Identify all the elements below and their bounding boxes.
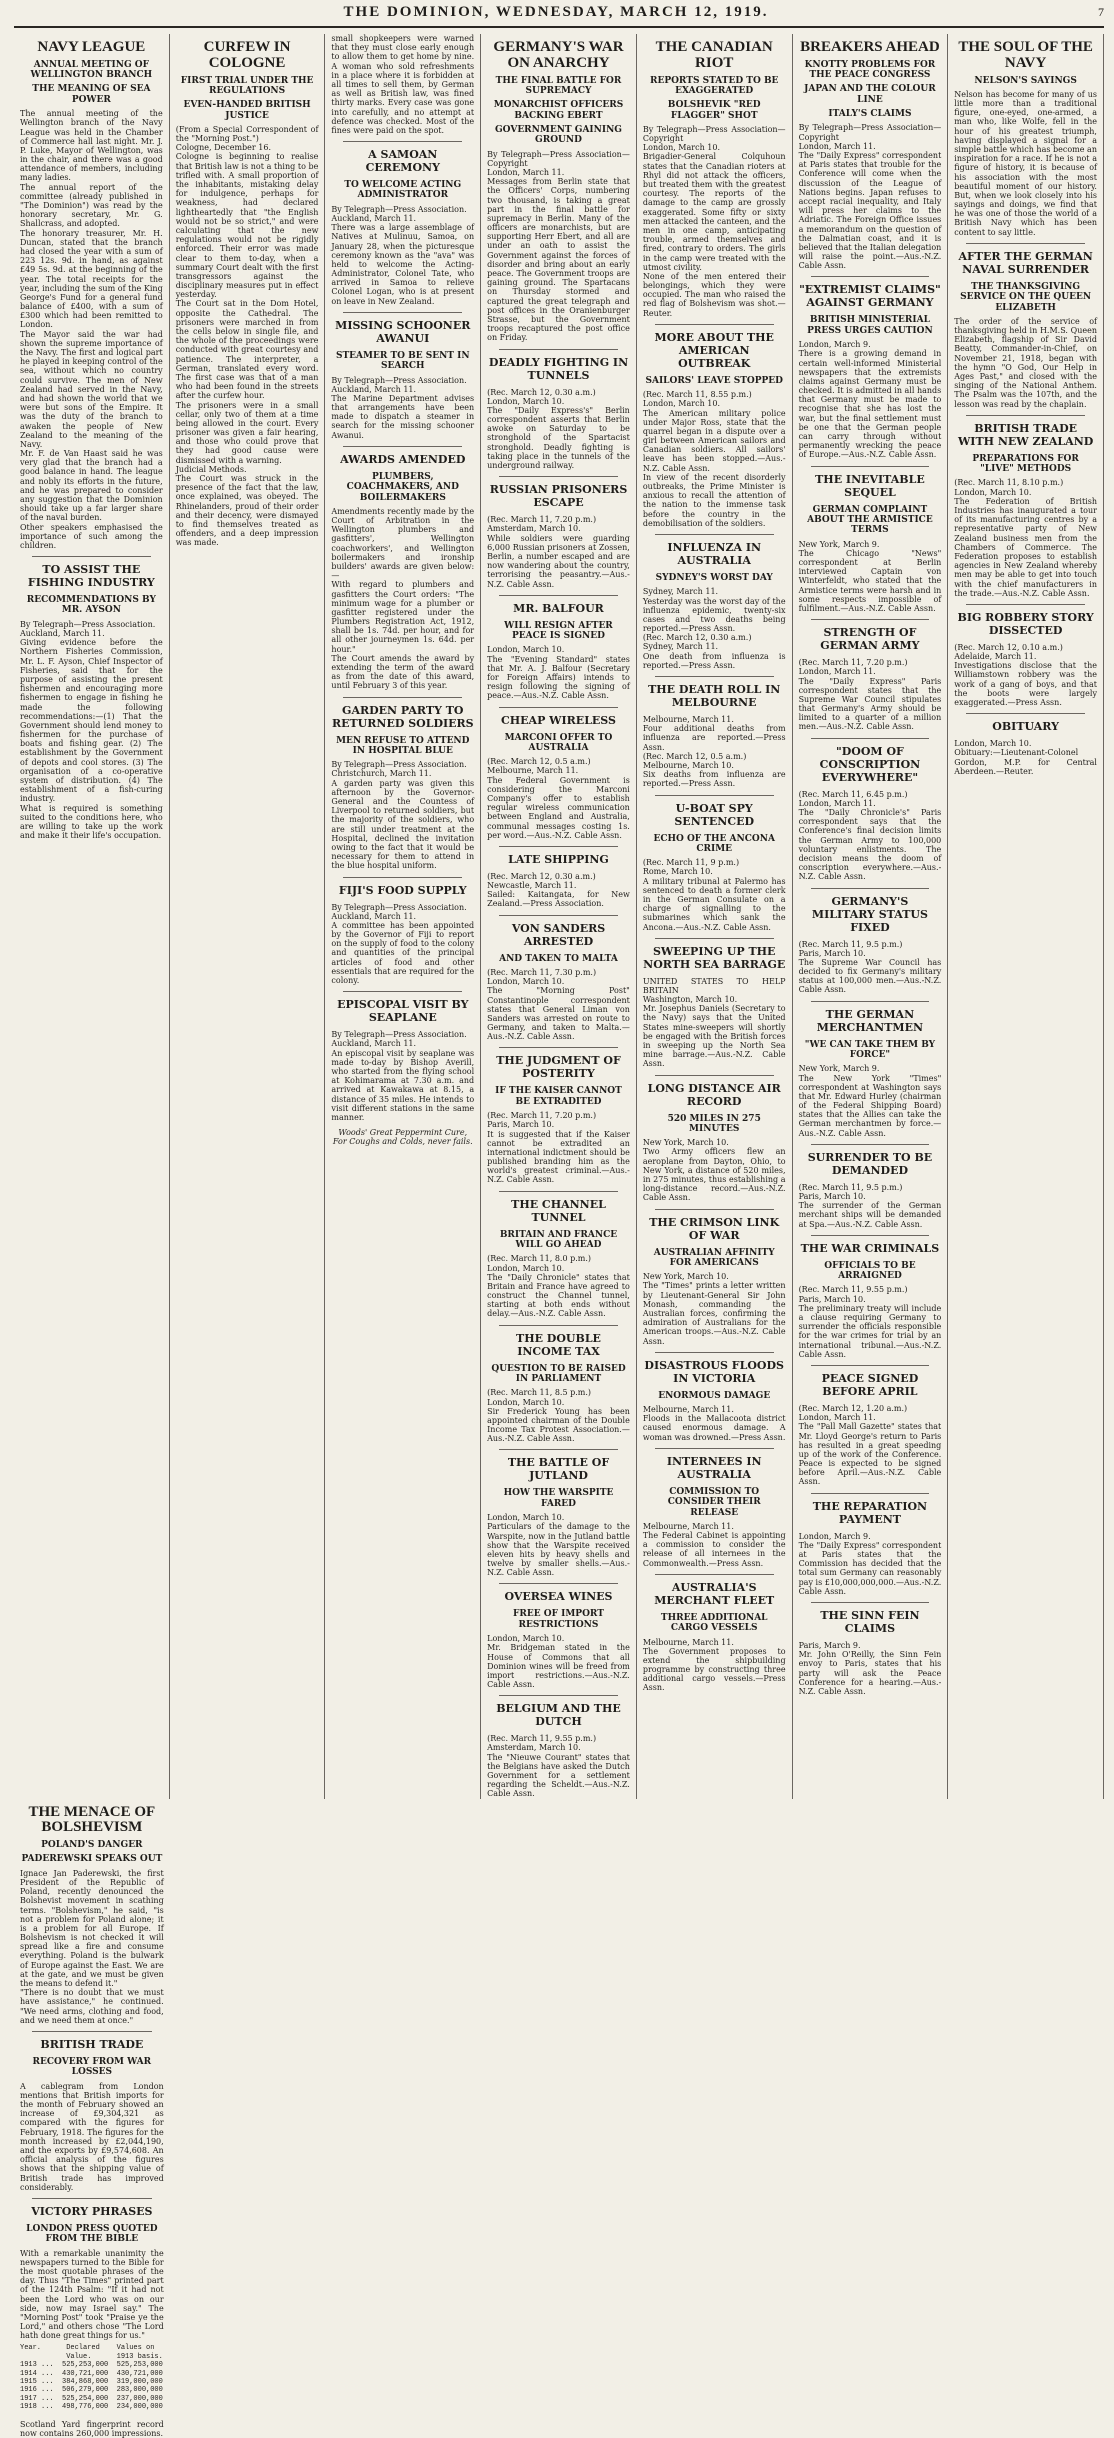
article-body: London, March 9. The "Daily Express" correspondent at Paris states that the Commission has decided that the total sum Germany can reasonably pay is £10,000,000,000.—Aus.-N.Z. Cable Assn. xyxy=(798,1531,942,1596)
article-body: Melbourne, March 11. Four additional deaths from influenza are reported.—Press Assn. (Rec. March 12, 0.5 a.m.) Melbourne, March 10. Six deaths from influenza are reported.—Press Assn. xyxy=(642,715,786,789)
article-body: (Rec. March 11, 8.5 p.m.) London, March 10. Sir Frederick Young has been appointed chairman of the Double Income Tax Protest Association.—Aus.-N.Z. Cable Assn. xyxy=(487,1388,630,1444)
article-body: By Telegraph—Press Association. Auckland, March 11. The Marine Department advises that arrangements have been made to dispatch a steamer in search for the missing schooner Awanui. xyxy=(331,375,475,440)
article-subheading: COMMISSION TO CONSIDER THEIR RELEASE xyxy=(667,1486,761,1518)
section-divider xyxy=(499,1583,618,1584)
section-divider xyxy=(499,707,618,708)
article-body: Melbourne, March 11. Floods in the Mallacoota district caused enormous damage. A woman was drowned.—Press Assn. xyxy=(642,1405,786,1442)
section-divider xyxy=(811,1235,930,1236)
article-subheading: BRITISH MINISTERIAL PRESS URGES CAUTION xyxy=(807,315,933,336)
article-subheading: FIRST TRIAL UNDER THE REGULATIONS xyxy=(180,75,314,96)
article-subheading: MEN REFUSE TO ATTEND IN HOSPITAL BLUE xyxy=(336,735,470,756)
section-divider xyxy=(499,1047,618,1048)
article-body: By Telegraph—Press Association. Auckland, March 11. There was a large assemblage of Natives at Mulinuu, Samoa, on January 28, when the picturesque ceremony known as the "ava" was held to welcome the Acting-Administrator, Colonel Tate, who arrived in Samoa to relieve Colonel Logan, who is at present on leave in New Zealand. xyxy=(331,204,475,306)
article-body: With a remarkable unanimity the newspapers turned to the Bible for the most quotable phrases of the day. Thus "The Times" printed part of the 124th Psalm: "If it had not been the Lord who was on our side, now may Israel say." The "Morning Post" took "Praise ye the Lord," and others chose "The Lord hath done great things for us." xyxy=(20,2248,167,2341)
section-divider xyxy=(32,556,151,557)
article-body: (Rec. March 11, 6.45 p.m.) London, March 11. The "Daily Chronicle's" Paris correspondent says that the Conference's final decision limits the German Army to 100,000 voluntary enlistments. The decision means the doom of conscription everywhere.—Aus.-N.Z. Cable Assn. xyxy=(798,789,942,882)
article-subheading: AUSTRALIAN AFFINITY FOR AMERICANS xyxy=(653,1247,775,1268)
section-divider xyxy=(811,466,930,467)
column-2 xyxy=(170,34,326,1799)
article-subheading: OFFICIALS TO BE ARRAIGNED xyxy=(824,1260,916,1282)
article-headline: BREAKERS AHEAD xyxy=(800,39,940,55)
article-subheading: ENORMOUS DAMAGE xyxy=(658,1390,771,1401)
article-subheading: A SAMOAN CEREMONY xyxy=(365,148,440,175)
section-divider xyxy=(32,2031,152,2032)
article-headline: NAVY LEAGUE xyxy=(37,39,146,55)
section-divider xyxy=(655,1075,774,1076)
article-subheading: THE THANKSGIVING SERVICE ON THE QUEEN ELIZABETH xyxy=(960,281,1092,313)
article-subheading: MORE ABOUT THE AMERICAN OUTBREAK xyxy=(654,330,774,370)
article-body: By Telegraph—Press Association—Copyright London, March 11. Messages from Berlin state that the Officers' Corps, numbering two thousand, is taking a great part in the final battle for supremacy in Berlin. Many of the officers are monarchists, but are supporting Herr Ebert, and all are under an oath to assist the Government against the forces of disorder and bring about an early peace. The Government troops are gaining ground. The Spartacans on Thursday stormed and captured the great telegraph and post offices in the Oranienburger Strasse, but the Government troops recaptured the post office on Friday. xyxy=(487,149,630,343)
article-subheading: BIG ROBBERY STORY DISSECTED xyxy=(957,610,1094,637)
article-body: (Rec. March 11, 8.10 p.m.) London, March 10. The Federation of British Industries has inaugurated a tour of its manufacturing centres by a representative party of New Zealand business men from the Chambers of Commerce. The Federation proposes to establish agencies in New Zealand whereby men may be able to get into touch with the chief manufacturers in the trade.—Aus.-N.Z. Cable Assn. xyxy=(954,478,1097,598)
article-body: (Rec. March 11, 9 p.m.) Rome, March 10. A military tribunal at Palermo has sentenced to death a former clerk in the German Consulate on a charge of signalling to the submarines which sank the Ancona.—Aus.-N.Z. Cable Assn. xyxy=(642,858,786,932)
section-divider xyxy=(499,349,618,350)
page-number: 7 xyxy=(1098,5,1104,19)
section-divider xyxy=(499,915,618,916)
section-divider xyxy=(655,938,774,939)
article-subheading: THE REPARATION PAYMENT xyxy=(812,1499,928,1526)
article-body: (Rec. March 11, 9.5 p.m.) Paris, March 10. The Supreme War Council has decided to fix Germany's military status at 100,000 men.—Aus.-N.Z. Cable Assn. xyxy=(798,939,942,995)
article-headline: GERMANY'S WAR ON ANARCHY xyxy=(493,39,624,71)
table-row: 1918 ... 498,776,000 234,000,000 xyxy=(20,2403,163,2412)
section-divider xyxy=(343,141,462,142)
article-subheading: PADEREWSKI SPEAKS OUT xyxy=(21,1854,163,1865)
article-subheading: VON SANDERS ARRESTED xyxy=(511,921,606,948)
article-subheading: SAILORS' LEAVE STOPPED xyxy=(645,375,783,386)
article-subheading: VICTORY PHRASES xyxy=(31,2204,153,2218)
section-divider xyxy=(343,697,462,698)
article-subheading: REPORTS STATED TO BE EXAGGERATED xyxy=(649,75,779,96)
section-divider xyxy=(499,476,618,477)
table-row: 1913 ... 525,253,000 525,253,000 xyxy=(20,2361,163,2370)
article-body: London, March 10. Mr. Bridgeman stated in the House of Commons that all Dominion wines will be freed from import restrictions.—Aus.-N.Z. Cable Assn. xyxy=(487,1634,630,1690)
article-subheading: RECOMMENDATIONS BY MR. AYSON xyxy=(26,595,156,616)
article-body: The annual meeting of the Wellington branch of the Navy League was held in the Chamber of Commerce hall last night. Mr. J. P. Luke, Mayor of Wellington, was in the chair, and there was a good attendance of members, including many ladies. The annual report of the committee (already published in "The Dominion") was read by the honorary secretary, Mr. G. Shallcrass, and adopted. The honorary treasurer, Mr. H. Duncan, stated that the branch had closed the year with a sum of 223 12s. 9d. in hand, as against £49 5s. 9d. at the beginning of the year. The total receipts for the year, including the sum of the King George's Fund for a general fund balance of £400, with a sum of £300 which had been remitted to London. The Mayor said the war had shown the supreme importance of the Navy. The first and logical part he played in keeping control of the sea, without which no country could survive. The men of New Zealand had served in the Navy, and had shown the world that we were but sons of the Empire. It was the duty of the branch to awaken the people of New Zealand to the meaning of the Navy. Mr. F. de Van Haast said he was very glad that the branch had a good balance in hand. The league and nobly its efforts in the future, and he was prepared to consider any suggestion that the Dominion should take up a far larger share of the naval burden. Other speakers emphasised the importance of such among the children. xyxy=(20,109,163,550)
article-subheading: INFLUENZA IN AUSTRALIA xyxy=(667,540,762,567)
article-subheading: THE SINN FEIN CLAIMS xyxy=(820,1608,920,1635)
article-subheading: AND TAKEN TO MALTA xyxy=(499,953,618,964)
article-subheading: LATE SHIPPING xyxy=(508,852,609,866)
section-divider xyxy=(655,1574,774,1575)
article-body: New York, March 9. The Chicago "News" correspondent at Berlin interviewed Captain von Winterfeldt, who stated that the Armistice terms were harsh and in some respects impossible of fulfilment.—Aus.-N.Z. Cable Assn. xyxy=(798,539,942,613)
article-subheading: NELSON'S SAYINGS xyxy=(974,75,1077,86)
section-divider xyxy=(655,1352,774,1353)
article-subheading: PREPARATIONS FOR "LIVE" METHODS xyxy=(972,453,1079,475)
section-divider xyxy=(343,991,462,992)
article-subheading: THREE ADDITIONAL CARGO VESSELS xyxy=(660,1612,768,1634)
article-subheading: JAPAN AND THE COLOUR LINE xyxy=(804,84,936,105)
section-divider xyxy=(811,1602,930,1603)
article-subheading: THE CRIMSON LINK OF WAR xyxy=(649,1215,780,1242)
section-divider xyxy=(966,713,1085,714)
article-body: (Rec. March 11, 7.20 p.m.) Amsterdam, March 10. While soldiers were guarding 6,000 Russian prisoners at Zossen, Berlin, a number escaped and are now wandering about the country, terrorising the peasantry.—Aus.-N.Z. Cable Assn. xyxy=(487,515,630,589)
article-body: London, March 10. Particulars of the damage to the Warspite, now in the Jutland battle show that the Warspite received eleven hits by heavy shells and twelve by smaller shells.—Aus.-N.Z. Cable Assn. xyxy=(487,1513,630,1578)
column-5 xyxy=(637,34,793,1799)
article-body: (Rec. March 12, 0.30 a.m.) Newcastle, March 11. Sailed: Kaitangata, for New Zealand.—Press Association. xyxy=(487,871,630,909)
masthead xyxy=(14,4,1104,28)
article-subheading: PLUMBERS, COACHMAKERS, AND BOILERMAKERS xyxy=(346,471,459,503)
article-subheading: STEAMER TO BE SENT IN SEARCH xyxy=(335,350,470,372)
article-subheading: THE WAR CRIMINALS xyxy=(800,1241,940,1255)
article-subheading: AFTER THE GERMAN NAVAL SURRENDER xyxy=(958,249,1093,276)
article-subheading: KNOTTY PROBLEMS FOR THE PEACE CONGRESS xyxy=(804,59,936,81)
section-divider xyxy=(966,415,1085,416)
article-subheading: THE DOUBLE INCOME TAX xyxy=(516,1331,601,1358)
section-divider xyxy=(655,1448,774,1449)
article-subheading: THE MEANING OF SEA POWER xyxy=(32,84,151,105)
table-row: 1915 ... 384,868,000 319,000,000 xyxy=(20,2378,163,2387)
article-body: (Rec. March 12, 0.5 a.m.) Melbourne, March 11. The Federal Government is considering the Marconi Company's offer to establish regular wireless communication between England and Australia, communal messages costing 1s. per word.—Aus.-N.Z. Cable Assn. xyxy=(487,757,630,840)
section-divider xyxy=(343,877,462,878)
article-body: Sydney, March 11. Yesterday was the worst day of the influenza epidemic, twenty-six cases and two deaths being reported.—Press Assn. (Rec. March 12, 0.30 a.m.) Sydney, March 11. One death from influenza is reported.—Press Assn. xyxy=(642,587,786,670)
section-divider xyxy=(655,324,774,325)
article-subheading: RECOVERY FROM WAR LOSSES xyxy=(32,2056,152,2078)
article-subheading: THE JUDGMENT OF POSTERITY xyxy=(496,1054,621,1081)
section-divider xyxy=(811,738,930,739)
advertisement: Woods' Great Peppermint Cure, For Coughs and Colds, never fails. xyxy=(332,1128,473,1147)
article-body: (Rec. March 11, 9.55 p.m.) Paris, March 10. The preliminary treaty will include a clause requiring Germany to surrender the officials responsible for the war crimes for trial by an international tribunal.—Aus.-N.Z. Cable Assn. xyxy=(798,1285,942,1359)
article-subheading: GERMANY'S MILITARY STATUS FIXED xyxy=(811,894,928,934)
section-divider xyxy=(811,1001,930,1002)
article-subheading: IF THE KAISER CANNOT BE EXTRADITED xyxy=(495,1086,622,1107)
trade-table xyxy=(20,2344,164,2411)
table-row: 1914 ... 430,721,000 430,721,000 xyxy=(20,2369,163,2378)
column-6 xyxy=(793,34,949,1799)
article-subheading: 520 MILES IN 275 MINUTES xyxy=(667,1113,761,1134)
section-divider xyxy=(655,795,774,796)
article-subheading: FIJI'S FOOD SUPPLY xyxy=(338,883,467,897)
article-body: small shopkeepers were warned that they must close early enough to allow them to get home by nine. A woman who sold refreshments in a place where it is forbidden at all times to sell them, by German as well as British law, was fined thirty marks. Every case was gone into carefully, and no attempt at defence was checked. Most of the fines were paid on the spot. xyxy=(331,34,477,135)
article-body: (Rec. March 12, 1.20 a.m.) London, March 11. The "Pall Mall Gazette" states that Mr. Lloyd George's return to Paris has resulted in a great speeding up of the work of the Conference. Peace is expected to be signed before April.—Aus.-N.Z. Cable Assn. xyxy=(798,1403,942,1487)
article-body: Amendments recently made by the Court of Arbitration in the Wellington plumbers and gasfitters', Wellington coachworkers', and Wellington boilermakers and ironship builders' awards are given below:— With regard to plumbers and gasfitters the Court orders: "The minimum wage for a plumber or gasfitter registered under the Plumbers Registration Act, 1912, shall be 1s. 74d. per hour, and for all other journeymen 1s. 64d. per hour." The Court amends the award by extending the term of the award as from the date of this award, until February 3 of this year. xyxy=(331,506,475,691)
article-subheading: SYDNEY'S WORST DAY xyxy=(655,572,773,583)
section-divider xyxy=(811,1365,930,1366)
article-subheading: BRITAIN AND FRANCE WILL GO AHEAD xyxy=(499,1229,618,1250)
article-subheading: THE FINAL BATTLE FOR SUPREMACY xyxy=(495,75,622,96)
article-body: London, March 9. There is a growing demand in certain well-informed Ministerial newspapers that the extremists claims against Germany must be checked. It is admitted in all hands that Germany must be made to recognise that she has lost the war, but the final settlement must be one that the German people can carry through without permanently wrecking the peace of Europe.—Aus.-N.Z. Cable Assn. xyxy=(798,340,942,460)
article-subheading: "WE CAN TAKE THEM BY FORCE" xyxy=(804,1039,936,1060)
article-body: By Telegraph—Press Association. Auckland, March 11. Giving evidence before the Northern Fisheries Commission, Mr. L. F. Ayson, Chief Inspector of Fisheries, said that for the purpose of assisting the present fishermen and encouraging more fishermen to engage in fishing he made the following recommendations:—(1) That the Government should lend money to fishermen for the purchase of boats and fishing gear. (2) The establishment by the Government of depots and cool stores. (3) The organisation of a co-operative system of distribution. (4) The establishment of a fish-curing industry. What is required is something suited to the conditions here, who are willing to take up the work and make it their life's occupation. xyxy=(20,619,163,841)
masthead-title: THE DOMINION, WEDNESDAY, MARCH 12, 1919. xyxy=(343,4,769,20)
article-subheading: FREE OF IMPORT RESTRICTIONS xyxy=(513,1609,604,1630)
article-body: New York, March 10. The "Times" prints a letter written by Lieutenant-General Sir John Monash, commanding the Australian forces, confirming the admiration of Australians for the American troops.—Aus.-N.Z. Cable Assn. xyxy=(642,1272,786,1346)
article-subheading: THE CHANNEL TUNNEL xyxy=(511,1197,606,1224)
article-body: Ignace Jan Paderewski, the first President of the Republic of Poland, recently denounced the Bolshevist movement in scathing terms. "Bolshevism," he said, "is not a problem for Poland alone; it is a problem for all Europe. If Bolshevism is not checked it will spread like a fire and consume everything. Poland is the bulwark of Europe against the East. We are at the gate, and we must be given the means to defend it." "There is no doubt that we must have assistance," he continued. "We need arms, clothing and food, and we need them at once." xyxy=(20,1868,164,2025)
article-body: Melbourne, March 11. The Federal Cabinet is appointing a commission to consider the release of all internees in the Commonwealth.—Press Assn. xyxy=(642,1521,786,1568)
article-subheading: ITALY'S CLAIMS xyxy=(828,109,912,120)
article-subheading: BRITISH TRADE WITH NEW ZEALAND xyxy=(957,421,1094,448)
article-subheading: GOVERNMENT GAINING GROUND xyxy=(494,124,622,146)
article-body: A cablegram from London mentions that British imports for the month of February showed an increase of £9,304,321 as compared with the figures for February, 1918. The figures for the month increased by £2,044,190, and the exports by £9,574,608. An official analysis of the figures shows that the shipping value of British trade has improved considerably. xyxy=(20,2081,167,2192)
table-row: 1916 ... 506,279,000 283,000,000 xyxy=(20,2386,163,2395)
article-subheading: OVERSEA WINES xyxy=(504,1590,613,1604)
article-subheading: STRENGTH OF GERMAN ARMY xyxy=(820,626,920,653)
article-subheading: THE DEATH ROLL IN MELBOURNE xyxy=(648,683,781,709)
article-body: (Rec. March 11, 7.20 p.m.) London, March 11. The "Daily Express" Paris correspondent states that the Supreme War Council stipulates that Germany's Army should be limited to a quarter of a million men.—Aus.-N.Z. Cable Assn. xyxy=(798,658,942,732)
article-subheading: OBITUARY xyxy=(992,720,1059,734)
article-body: (Rec. March 11, 8.55 p.m.) London, March 10. The American military police under Major Ross, state that the quarrel began in a dispute over a girl between American sailors and Canadian soldiers. All sailors' leave has been stopped.—Aus.-N.Z. Cable Assn. In view of the recent disorderly outbreaks, the Prime Minister is anxious to recall the attention of the nation to the immense task before the country in the demobilisation of the soldiers. xyxy=(642,390,786,528)
section-divider xyxy=(811,619,930,620)
article-body: UNITED STATES TO HELP BRITAIN Washington, March 10. Mr. Josephus Daniels (Secretary to the Navy) says that the United States mine-sweepers will shortly be engaged with the British forces in sweeping up the North Sea mine barrage.—Aus.-N.Z. Cable Assn. xyxy=(642,976,786,1069)
section-divider xyxy=(966,604,1085,605)
section-divider xyxy=(32,2198,152,2199)
trade-table-header: Year. Declared Values on Value. 1913 basis. xyxy=(20,2344,163,2361)
article-body: By Telegraph—Press Association. Auckland, March 11. An episcopal visit by seaplane was made to-day by Bishop Averill, who started from the flying school at Kohimarama at 7.30 a.m. and arrived at Kawakawa at 8.15, a distance of 35 miles. He intends to visit different stations in the same manner. xyxy=(331,1030,475,1122)
article-body: By Telegraph—Press Association. Christchurch, March 11. A garden party was given this afternoon by the Governor-General and the Countess of Liverpool to returned soldiers, but the majority of the soldiers, who are still under treatment at the Hospital, declined the invitation owing to the fact that it would be necessary for them to attend in the blue hospital uniform. xyxy=(331,760,475,871)
article-subheading: GARDEN PARTY TO RETURNED SOLDIERS xyxy=(331,703,474,730)
article-subheading: THE BATTLE OF JUTLAND xyxy=(507,1456,610,1483)
article-body: (Rec. March 12, 0.10 a.m.) Adelaide, March 11. Investigations disclose that the Williamstown robbery was the work of a gang of boys, and that the boots were largely exaggerated.—Press Assn. xyxy=(954,642,1097,707)
article-subheading: WILL RESIGN AFTER PEACE IS SIGNED xyxy=(504,620,613,642)
section-divider xyxy=(499,1325,618,1326)
article-body: (Rec. March 11, 9.55 p.m.) Amsterdam, March 10. The "Nieuwe Courant" states that the Belgians have asked the Dutch Government for a settlement regarding the Scheldt.—Aus.-N.Z. Cable Assn. xyxy=(487,1734,630,1799)
article-subheading: "EXTREMIST CLAIMS" AGAINST GERMANY xyxy=(799,283,941,310)
section-divider xyxy=(811,1493,930,1494)
article-subheading: AWARDS AMENDED xyxy=(340,452,466,466)
article-subheading: MONARCHIST OFFICERS BACKING EBERT xyxy=(493,100,624,121)
article-subheading: ECHO OF THE ANCONA CRIME xyxy=(653,833,775,854)
article-body: By Telegraph—Press Association. Auckland, March 11. A committee has been appointed by the Governor of Fiji to report on the supply of food to the colony and quantities of the principal articles of food and other essentials that are required for the colony. xyxy=(331,902,475,986)
article-subheading: "DOOM OF CONSCRIPTION EVERYWHERE" xyxy=(819,744,921,784)
article-body: (Rec. March 11, 7.20 p.m.) Paris, March 10. It is suggested that if the Kaiser cannot be extradited an international indictment should be published branding him as the world's greatest criminal.—Aus.-N.Z. Cable Assn. xyxy=(487,1111,630,1185)
section-divider xyxy=(811,888,930,889)
article-body: (Rec. March 11, 9.5 p.m.) Paris, March 10. The surrender of the German merchant ships will be demanded at Spa.—Aus.-N.Z. Cable Assn. xyxy=(798,1182,942,1229)
article-headline: THE CANADIAN RIOT xyxy=(655,39,773,71)
columns-container xyxy=(14,34,1104,2438)
article-subheading: INTERNEES IN AUSTRALIA xyxy=(666,1454,762,1481)
article-body: (Rec. March 11, 8.0 p.m.) London, March 10. The "Daily Chronicle" states that Britain and France have agreed to construct the Channel tunnel, starting at both ends without delay.—Aus.-N.Z. Cable Assn. xyxy=(487,1254,630,1319)
article-subheading: RUSSIAN PRISONERS ESCAPE xyxy=(489,483,628,510)
article-body: (Rec. March 12, 0.30 a.m.) London, March 10. The "Daily Express's" Berlin correspondent asserts that Berlin awoke on Saturday to be stronghold of the Spartacist stronghold. Deadly fighting is taking place in the tunnels of the underground railway. xyxy=(487,387,630,470)
article-subheading: MR. BALFOUR xyxy=(513,601,604,615)
section-divider xyxy=(499,595,618,596)
article-subheading: LONG DISTANCE AIR RECORD xyxy=(647,1081,781,1108)
article-headline: CURFEW IN COLOGNE xyxy=(203,39,291,71)
article-body: By Telegraph—Press Association—Copyright London, March 11. The "Daily Express" correspondent at Paris states that trouble for the Conference will come when the discussion of the League of Nations begins. Japan refuses to accept racial inequality, and Italy will press her claims to the Adriatic. The Foreign Office issues a memorandum on the question of the Dalmatian coast, and it is believed that the Italian delegation will raise the point.—Aus.-N.Z. Cable Assn. xyxy=(798,123,942,271)
article-body: New York, March 9. The New York "Times" correspondent at Washington says that Mr. Edward Hurley (chairman of the Federal Shipping Board) states that the Allies can take the German merchantmen by force.—Aus.-N.Z. Cable Assn. xyxy=(798,1064,942,1138)
section-divider xyxy=(343,312,462,313)
article-subheading: DISASTROUS FLOODS IN VICTORIA xyxy=(644,1358,784,1385)
section-divider xyxy=(499,1449,618,1450)
section-divider xyxy=(811,1144,930,1145)
article-subheading: SURRENDER TO BE DEMANDED xyxy=(807,1150,933,1177)
section-divider xyxy=(655,1209,774,1210)
section-divider xyxy=(811,276,930,277)
article-body: The order of the service of thanksgiving held in H.M.S. Queen Elizabeth, flagship of Sir David Beatty, Commander-in-Chief, on November 21, 1918, began with the hymn "O God, Our Help in Ages Past," and closed with the singing of the National Anthem. The Psalm was the 107th, and the lesson was read by the chaplain. xyxy=(954,316,1100,409)
article-subheading: POLAND'S DANGER xyxy=(41,1840,143,1851)
article-body: London, March 10. Obituary:—Lieutenant-Colonel Gordon, M.P. for Central Aberdeen.—Reuter. xyxy=(954,739,1097,776)
section-divider xyxy=(655,676,774,677)
article-subheading: DEADLY FIGHTING IN TUNNELS xyxy=(488,355,629,382)
article-subheading: EVEN-HANDED BRITISH JUSTICE xyxy=(183,100,311,121)
article-subheading: TO ASSIST THE FISHING INDUSTRY xyxy=(27,563,155,590)
article-subheading: BRITISH TRADE xyxy=(40,2037,144,2051)
article-subheading: BOLSHEVIK "RED FLAGGER" SHOT xyxy=(667,100,761,121)
article-subheading: LONDON PRESS QUOTED FROM THE BIBLE xyxy=(26,2223,158,2245)
column-4 xyxy=(481,34,637,1799)
article-body: (From a Special Correspondent of the "Morning Post.") Cologne, December 16. Cologne is beginning to realise that British law is not a thing to be trifled with. A small proportion of the inhabitants, mistaking delay for indulgence, perhaps for weakness, had declared lightheartedly that "the English would not be so strict," and were calculating that the new regulations would not be rigidly enforced. Their error was made clear to them to-day, when a summary Court dealt with the first transgressors against the disciplinary measures put in effect yesterday. The Court sat in the Dom Hotel, opposite the Cathedral. The prisoners were marched in from the cells below in single file, and the whole of the proceedings were conducted with great courtesy and patience. The interpreter, a German, translated every word. The first case was that of a man who had been found in the streets after the curfew hour. The prisoners were in a small cellar, only two of them at a time being allowed in the court. Every prisoner was given a fair hearing, and those who could prove that they had good cause were dismissed with a warning. Judicial Methods. The Court was struck in the presence of the fact that the law, once explained, was obeyed. The Rhinelanders, proud of their order and their decency, were dismayed to find themselves treated as offenders, and a deep impression was made. xyxy=(175,124,319,548)
article-subheading: THE GERMAN MERCHANTMEN xyxy=(816,1007,924,1034)
article-subheading: AUSTRALIA'S MERCHANT FLEET xyxy=(654,1580,775,1607)
article-subheading: BELGIUM AND THE DUTCH xyxy=(496,1702,621,1729)
column-3 xyxy=(325,34,481,1799)
section-divider xyxy=(343,446,462,447)
article-subheading: SWEEPING UP THE NORTH SEA BARRAGE xyxy=(643,944,786,971)
article-subheading: THE INEVITABLE SEQUEL xyxy=(815,472,925,499)
section-divider xyxy=(499,1695,618,1696)
article-body: (Rec. March 11, 7.30 p.m.) London, March 10. The "Morning Post" Constantinople correspondent states that General Liman von Sanders was arrested on route to Germany, and taken to Malta.—Aus.-N.Z. Cable Assn. xyxy=(487,967,630,1042)
table-row: 1917 ... 525,254,000 237,000,000 xyxy=(20,2394,163,2403)
article-body: Melbourne, March 11. The Government proposes to extend the shipbuilding programme by constructing three additional cargo vessels.—Press Assn. xyxy=(642,1637,786,1693)
article-subheading: U-BOAT SPY SENTENCED xyxy=(674,801,755,828)
article-subheading: PEACE SIGNED BEFORE APRIL xyxy=(821,1371,919,1398)
article-subheading: GERMAN COMPLAINT ABOUT THE ARMISTICE TERMS xyxy=(807,504,933,536)
article-headline: THE SOUL OF THE NAVY xyxy=(958,39,1093,71)
section-divider xyxy=(499,846,618,847)
section-divider xyxy=(499,1191,618,1192)
article-subheading: HOW THE WARSPITE FARED xyxy=(503,1488,614,1509)
article-subheading: MISSING SCHOONER AWANUI xyxy=(335,318,471,345)
article-subheading: ANNUAL MEETING OF WELLINGTON BRANCH xyxy=(30,59,153,81)
article-subheading: EPISCOPAL VISIT BY SEAPLANE xyxy=(337,998,469,1025)
article-headline: THE MENACE OF BOLSHEVISM xyxy=(28,1803,156,1836)
column-8 xyxy=(14,1799,170,2438)
article-subheading: MARCONI OFFER TO AUSTRALIA xyxy=(504,732,613,753)
article-body: New York, March 10. Two Army officers flew an aeroplane from Dayton, Ohio, to New York, a distance of 520 miles, in 275 minutes, thus establishing a long-distance record.—Aus.-N.Z. Cable Assn. xyxy=(642,1138,786,1203)
article-body: London, March 10. The "Evening Standard" states that Mr. A. J. Balfour (Secretary for Foreign Affairs) intends to resign following the signing of peace.—Aus.-N.Z. Cable Assn. xyxy=(487,645,630,701)
article-body: Nelson has become for many of us little more than a traditional figure, one-eyed, one-armed, a man who, like Wolfe, fell in the hour of his greatest triumph, having displayed a signal for a simple battle which has become an inspiration for a race. If he is not a figure of history, it is because of his association with the most beautiful moment of our history. But, when we look closely into his sayings and doings, we find that he was one of those the world of a British Navy which has been content to say little. xyxy=(954,89,1100,237)
column-1 xyxy=(14,34,170,1799)
article-body: By Telegraph—Press Association—Copyright London, March 10. Brigadier-General Colquhoun states that the Canadian rioters at Rhyl did not attack the officers, but treated them with the greatest courtesy. The reports of the damage to the camp are grossly exaggerated. Some fifty or sixty men attacked the canteen, and the men in one camp, anticipating trouble, armed themselves and fired, contrary to orders. The girls in the camp were treated with the utmost civility. None of the men entered their belongings, which they were occupied. The man who raised the red flag of Bolshevism was shot.—Reuter. xyxy=(642,124,786,318)
article-body: Paris, March 9. Mr. John O'Reilly, the Sinn Fein envoy to Paris, states that his party will ask the Peace Conference for a hearing.—Aus.-N.Z. Cable Assn. xyxy=(798,1640,942,1696)
section-divider xyxy=(655,534,774,535)
section-divider xyxy=(966,243,1085,244)
article-subheading: CHEAP WIRELESS xyxy=(501,713,616,727)
column-footer-note: Scotland Yard fingerprint record now contains 260,000 impressions. xyxy=(20,2419,167,2438)
article-subheading: QUESTION TO BE RAISED IN PARLIAMENT xyxy=(491,1363,626,1384)
column-7 xyxy=(948,34,1104,1799)
article-subheading: TO WELCOME ACTING ADMINISTRATOR xyxy=(344,180,462,201)
